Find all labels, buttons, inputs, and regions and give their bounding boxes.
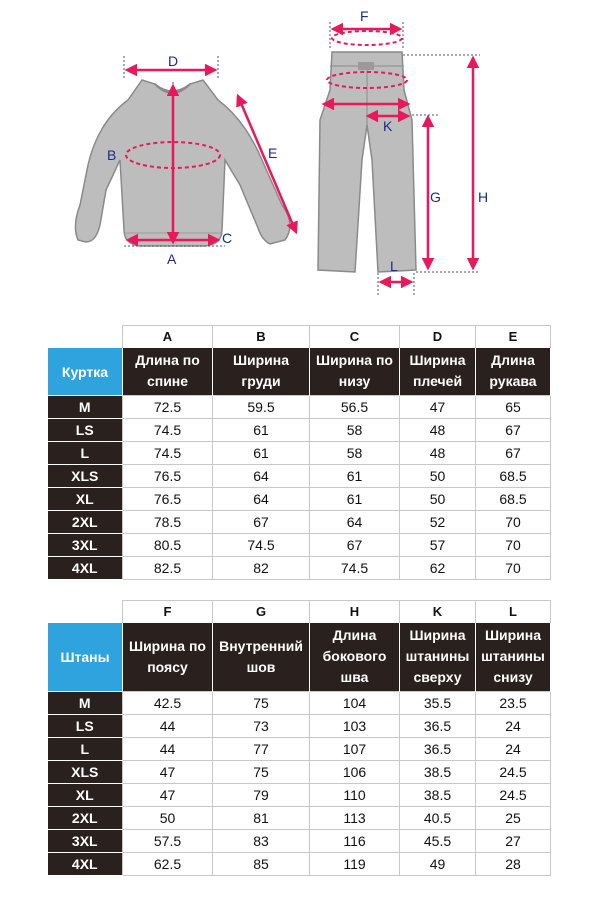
col-header: Длина рукава xyxy=(476,348,551,396)
table-cell: 73 xyxy=(213,715,310,738)
table-row xyxy=(48,784,551,807)
table-cell: 70 xyxy=(476,511,551,534)
size-label: M xyxy=(48,396,123,419)
table-cell: 50 xyxy=(123,807,213,830)
table-cell: 36.5 xyxy=(400,715,476,738)
table-cell: 106 xyxy=(310,761,400,784)
table-row xyxy=(48,534,551,557)
size-label: XLS xyxy=(48,465,123,488)
jacket-illustration xyxy=(75,80,289,246)
col-header: Ширина по поясу xyxy=(123,623,213,692)
table-cell: 64 xyxy=(213,465,310,488)
table-cell: 24 xyxy=(476,738,551,761)
table-cell: 116 xyxy=(310,830,400,853)
table-row xyxy=(48,761,551,784)
table-cell: 62.5 xyxy=(123,853,213,876)
table-cell: 52 xyxy=(400,511,476,534)
table-cell: 82.5 xyxy=(123,557,213,580)
table-cell: 64 xyxy=(310,511,400,534)
col-letter: A xyxy=(123,326,213,348)
corner-blank xyxy=(48,601,123,623)
table-cell: 24 xyxy=(476,715,551,738)
col-letter: H xyxy=(310,601,400,623)
table-cell: 48 xyxy=(400,419,476,442)
table-row xyxy=(48,738,551,761)
table-cell: 78.5 xyxy=(123,511,213,534)
table-cell: 83 xyxy=(213,830,310,853)
table-cell: 104 xyxy=(310,692,400,715)
label-a: A xyxy=(167,251,177,267)
size-label: 4XL xyxy=(48,853,123,876)
table-cell: 56.5 xyxy=(310,396,400,419)
col-letter: G xyxy=(213,601,310,623)
label-g: G xyxy=(430,189,441,205)
table-cell: 74.5 xyxy=(213,534,310,557)
label-c: C xyxy=(222,230,233,246)
col-header: Длина бокового шва xyxy=(310,623,400,692)
table-cell: 61 xyxy=(310,465,400,488)
pants-title: Штаны xyxy=(48,623,123,692)
col-letter: D xyxy=(400,326,476,348)
col-header: Внутренний шов xyxy=(213,623,310,692)
label-k: K xyxy=(383,118,393,134)
col-letter: E xyxy=(476,326,551,348)
col-header: Ширина по низу xyxy=(310,348,400,396)
col-letter: F xyxy=(123,601,213,623)
table-row xyxy=(48,557,551,580)
size-label: 3XL xyxy=(48,534,123,557)
table-cell: 80.5 xyxy=(123,534,213,557)
size-label: L xyxy=(48,738,123,761)
table-cell: 58 xyxy=(310,419,400,442)
table-row xyxy=(48,511,551,534)
table-cell: 61 xyxy=(213,419,310,442)
table-cell: 28 xyxy=(476,853,551,876)
table-cell: 25 xyxy=(476,807,551,830)
table-cell: 81 xyxy=(213,807,310,830)
table-cell: 48 xyxy=(400,442,476,465)
col-header: Длина по спине xyxy=(123,348,213,396)
label-b: B xyxy=(107,147,117,163)
size-label: XL xyxy=(48,784,123,807)
table-cell: 67 xyxy=(476,442,551,465)
jacket-size-table xyxy=(47,325,551,580)
table-cell: 110 xyxy=(310,784,400,807)
table-row xyxy=(48,442,551,465)
table-row xyxy=(48,692,551,715)
table-cell: 38.5 xyxy=(400,761,476,784)
table-row xyxy=(48,488,551,511)
table-row xyxy=(48,807,551,830)
size-label: LS xyxy=(48,715,123,738)
table-cell: 24.5 xyxy=(476,784,551,807)
table-cell: 36.5 xyxy=(400,738,476,761)
size-label: 2XL xyxy=(48,511,123,534)
label-l: L xyxy=(390,258,398,274)
table-cell: 64 xyxy=(213,488,310,511)
table-cell: 49 xyxy=(400,853,476,876)
col-letter: K xyxy=(400,601,476,623)
table-cell: 75 xyxy=(213,692,310,715)
jacket-title: Куртка xyxy=(48,348,123,396)
table-cell: 113 xyxy=(310,807,400,830)
size-label: 3XL xyxy=(48,830,123,853)
table-cell: 76.5 xyxy=(123,465,213,488)
table-cell: 44 xyxy=(123,738,213,761)
col-letter: C xyxy=(310,326,400,348)
size-label: XLS xyxy=(48,761,123,784)
table-cell: 42.5 xyxy=(123,692,213,715)
table-cell: 68.5 xyxy=(476,488,551,511)
label-d: D xyxy=(168,53,179,69)
size-label: XL xyxy=(48,488,123,511)
table-cell: 74.5 xyxy=(310,557,400,580)
col-header: Ширина плечей xyxy=(400,348,476,396)
corner-blank xyxy=(48,326,123,348)
table-row xyxy=(48,715,551,738)
table-cell: 72.5 xyxy=(123,396,213,419)
table-cell: 82 xyxy=(213,557,310,580)
size-label: L xyxy=(48,442,123,465)
label-f: F xyxy=(360,8,369,24)
table-cell: 35.5 xyxy=(400,692,476,715)
col-header: Ширина штанины снизу xyxy=(476,623,551,692)
table-row xyxy=(48,419,551,442)
table-cell: 57 xyxy=(400,534,476,557)
size-label: M xyxy=(48,692,123,715)
table-cell: 119 xyxy=(310,853,400,876)
table-row xyxy=(48,465,551,488)
table-cell: 24.5 xyxy=(476,761,551,784)
table-cell: 77 xyxy=(213,738,310,761)
table-cell: 47 xyxy=(123,784,213,807)
table-cell: 59.5 xyxy=(213,396,310,419)
table-cell: 103 xyxy=(310,715,400,738)
table-cell: 45.5 xyxy=(400,830,476,853)
col-letter: L xyxy=(476,601,551,623)
col-header: Ширина груди xyxy=(213,348,310,396)
label-e: E xyxy=(268,145,278,161)
label-h: H xyxy=(478,189,489,205)
table-cell: 74.5 xyxy=(123,419,213,442)
table-cell: 40.5 xyxy=(400,807,476,830)
table-cell: 44 xyxy=(123,715,213,738)
table-cell: 79 xyxy=(213,784,310,807)
table-cell: 61 xyxy=(213,442,310,465)
table-cell: 50 xyxy=(400,465,476,488)
table-cell: 50 xyxy=(400,488,476,511)
garment-diagram xyxy=(0,0,600,300)
table-row xyxy=(48,853,551,876)
table-cell: 70 xyxy=(476,534,551,557)
table-cell: 47 xyxy=(400,396,476,419)
pants-size-table xyxy=(47,600,551,876)
table-cell: 76.5 xyxy=(123,488,213,511)
table-cell: 107 xyxy=(310,738,400,761)
table-cell: 70 xyxy=(476,557,551,580)
table-row xyxy=(48,830,551,853)
size-label: LS xyxy=(48,419,123,442)
table-cell: 27 xyxy=(476,830,551,853)
table-cell: 57.5 xyxy=(123,830,213,853)
table-cell: 58 xyxy=(310,442,400,465)
table-cell: 67 xyxy=(310,534,400,557)
table-cell: 67 xyxy=(476,419,551,442)
size-label: 2XL xyxy=(48,807,123,830)
table-cell: 74.5 xyxy=(123,442,213,465)
col-letter: B xyxy=(213,326,310,348)
table-cell: 85 xyxy=(213,853,310,876)
table-cell: 75 xyxy=(213,761,310,784)
table-cell: 38.5 xyxy=(400,784,476,807)
table-cell: 23.5 xyxy=(476,692,551,715)
table-cell: 65 xyxy=(476,396,551,419)
col-header: Ширина штанины сверху xyxy=(400,623,476,692)
table-cell: 62 xyxy=(400,557,476,580)
table-cell: 67 xyxy=(213,511,310,534)
size-label: 4XL xyxy=(48,557,123,580)
table-cell: 47 xyxy=(123,761,213,784)
table-row xyxy=(48,396,551,419)
table-cell: 61 xyxy=(310,488,400,511)
table-cell: 68.5 xyxy=(476,465,551,488)
